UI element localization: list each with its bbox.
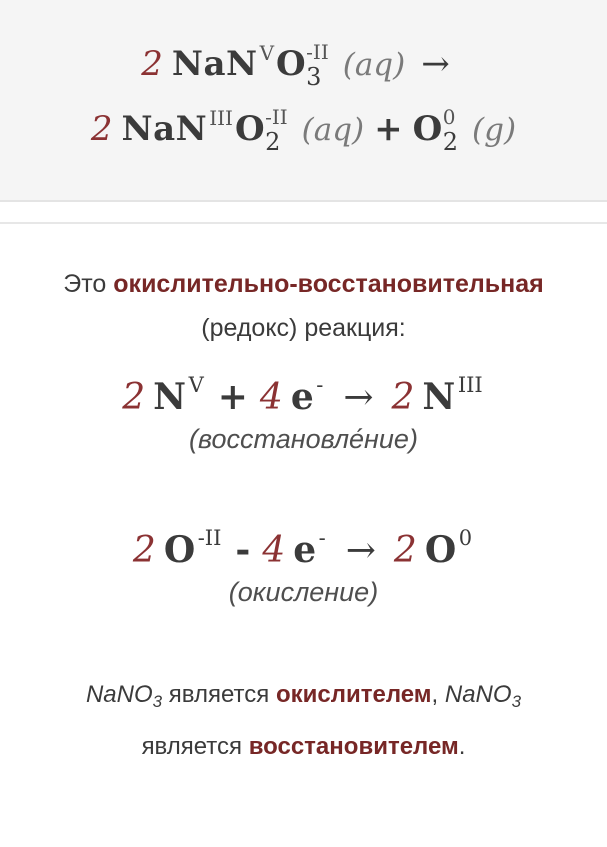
formula-subscript: 3 [511, 692, 522, 711]
electron-symbol: e [290, 376, 315, 418]
nano3-formula: NaNO$_3$ [85, 681, 163, 711]
coefficient: 2 [132, 530, 156, 571]
reaction-arrow: → [343, 377, 374, 418]
verb-text: является [141, 733, 249, 760]
oxidizer-highlight: окислителем [275, 681, 432, 708]
oxygen-gas-oxidation-state: 0 [442, 105, 456, 129]
minus-operator: - [235, 529, 251, 571]
oxygen-supsub-stack [265, 107, 288, 154]
equation-line-1 [141, 40, 465, 91]
oxidation-state: III [457, 373, 483, 397]
oxygen-symbol: O [276, 44, 307, 84]
oxygen-symbol: O [234, 109, 266, 149]
oxygen-subscript: 2 [265, 128, 281, 156]
phase-label-aq: (aq) [301, 112, 365, 148]
coefficient: 2 [391, 377, 415, 418]
nitrogen-oxidation-state: V [259, 41, 275, 65]
oxidation-state: V [188, 373, 204, 397]
oxygen-gas-symbol: O [412, 109, 443, 149]
nitrogen-symbol: N [153, 376, 187, 418]
oxygen-symbol: O [163, 529, 196, 571]
formula-subscript: 3 [152, 692, 163, 711]
oxidation-half-reaction [0, 526, 607, 571]
formula-nan: NaN [171, 44, 258, 84]
oxidation-state: -II [197, 526, 222, 550]
oxygen-oxidation-state: -II [306, 40, 329, 64]
verb-text: является [162, 681, 276, 708]
separator: , [431, 681, 445, 708]
electron-charge: - [318, 526, 326, 550]
oxygen-subscript: 3 [306, 63, 322, 91]
electron-coefficient: 4 [262, 530, 286, 571]
intro-line-2: (редокс) реакция: [201, 314, 406, 342]
electron-charge: - [316, 373, 324, 397]
conclusion-paragraph [0, 672, 607, 769]
nitrogen-oxidation-state: III [209, 106, 233, 130]
phase-label-aq: (aq) [342, 47, 406, 83]
oxygen-symbol: O [424, 529, 457, 571]
redox-highlight: окислительно-восстановительная [113, 270, 544, 298]
intro-paragraph [0, 262, 607, 350]
nano3-formula: NaNO$_3$ [444, 681, 522, 711]
conclusion-line-2 [142, 733, 466, 760]
oxygen-supsub-stack [306, 42, 329, 89]
plus-operator: + [217, 376, 248, 418]
coefficient: 2 [393, 530, 417, 571]
electron-coefficient: 4 [259, 377, 283, 418]
intro-text: Это [63, 270, 114, 298]
oxygen-gas-supsub-stack [443, 107, 458, 154]
reaction-arrow: → [421, 44, 450, 84]
coefficient: 2 [141, 44, 163, 84]
reduction-label: (восстановле́ние) [189, 424, 418, 454]
coefficient: 2 [90, 109, 113, 149]
reducer-highlight: восстановителем [248, 733, 459, 760]
reaction-arrow: → [345, 530, 376, 571]
conclusion-line-1 [85, 681, 522, 711]
nitrogen-symbol: N [422, 376, 456, 418]
intro-line-1 [63, 270, 543, 298]
oxidation-label: (окисление) [228, 577, 379, 607]
formula-nan: NaN [121, 109, 208, 149]
phase-label-g: (g) [472, 112, 517, 148]
balanced-equation-panel [0, 0, 607, 202]
reduction-half-reaction [0, 373, 607, 418]
period: . [458, 733, 466, 760]
coefficient: 2 [122, 377, 146, 418]
equation-line-2 [90, 105, 517, 156]
oxygen-gas-subscript: 2 [442, 128, 459, 156]
electron-symbol: e [293, 529, 317, 571]
oxidation-state: 0 [458, 526, 473, 550]
section-divider [0, 222, 607, 224]
oxygen-oxidation-state: -II [265, 105, 288, 129]
plus-operator: + [374, 109, 403, 149]
